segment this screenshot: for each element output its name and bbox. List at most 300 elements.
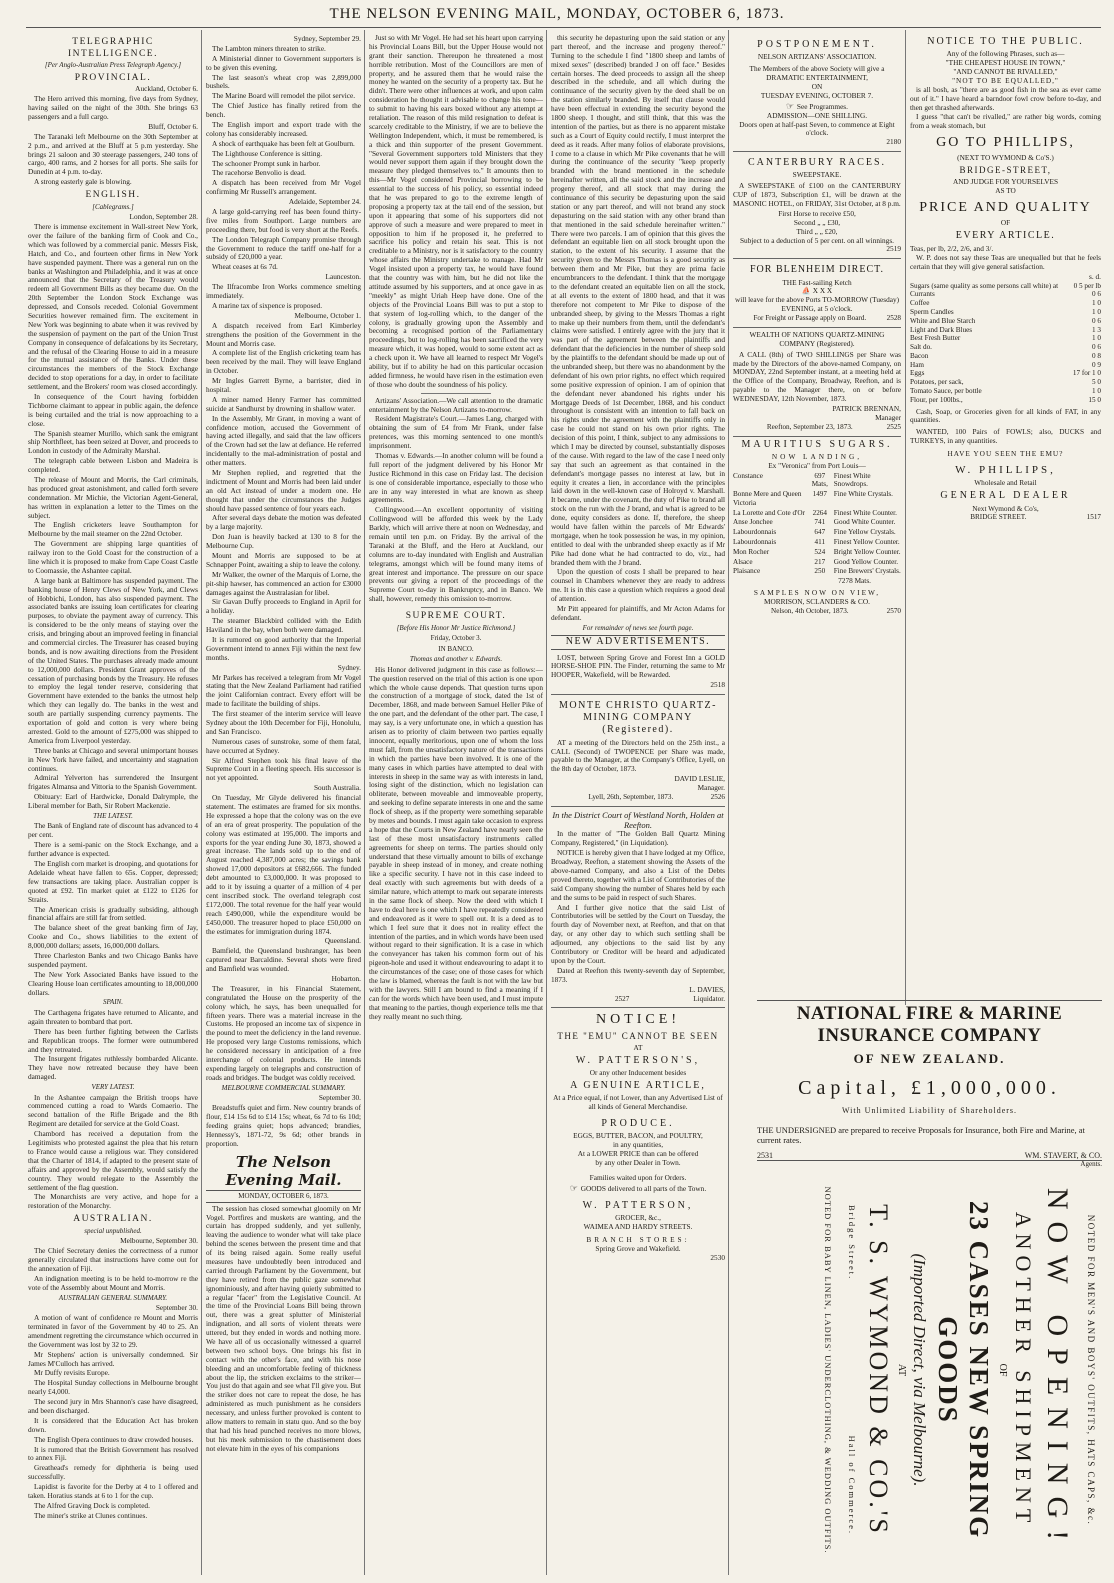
heading-commercial: MELBOURNE COMMERCIAL SUMMARY. [221, 1083, 346, 1092]
ad-number: 2570 [886, 606, 901, 615]
ad-line: AND JUDGE FOR YOURSELVES [952, 177, 1059, 187]
ad-footer [733, 607, 901, 616]
ad-signature: L. DAVIES, [689, 984, 725, 994]
editorial-date: MONDAY, OCTOBER 6, 1873. [206, 1190, 361, 1203]
paragraph: A large gold-carrying reef has been found thirty-five miles from Southport. Large numbers are proceeding there, but food is very short at the Reefs. [206, 207, 361, 234]
column-court-ads [551, 34, 725, 1576]
price-row [910, 369, 1101, 378]
ad-line: AT [633, 1043, 643, 1053]
paragraph: The first steamer of the interim service will leave Sydney about the 10th December for Fiji, Honolulu, and San Francisco. [206, 709, 361, 736]
ad-national-insurance [757, 1003, 1102, 1168]
paragraph: The second jury in Mrs Shannon's case have disagreed, and been discharged. [28, 1397, 198, 1415]
column-phillips [910, 34, 1101, 1004]
ad-number: 2528 [886, 314, 901, 323]
paragraph: Numerous cases of sunstroke, some of them fatal, have occurred at Sydney. [206, 736, 361, 755]
paragraph: On Tuesday, Mr Glyde delivered his financial statement. The estimates are framed for six months. He expressed a hope that the colony was on the eve of an era of great prosperity. The population of the colony was estimated at 195,000. The imports and exports for the year ending June 30, 1873, showed a great increase. The lands sold up to the end of August reached 4,387,000 acres; the savings bank showed 17,000 depositors at £682,666. The funded debt amounted to £3,000,000. It was proposed to add to it by issuing a quarter of a million of 4 per cent inscribed stock. The overland telegraph cost £172,000. The total revenue for the half year would reach £490,000, while the expenditure would be £450,000. The treasurer hoped to place £50,000 on the estimates for immigration during 1874. [206, 793, 361, 936]
price-row [910, 282, 1101, 291]
paragraph: Upon the question of costs I shall be prepared to hear counsel in Chambers whenever they are ready to address me. It is in this case a question which requires a good deal of attention. [551, 567, 725, 604]
heading-latest: THE LATEST. [93, 811, 133, 820]
newspaper-title: The Nelson Evening Mail. [225, 1152, 342, 1189]
ad-line: BRIDGE STREET. [970, 513, 1027, 522]
paragraph: The Taranaki left Melbourne on the 30th September at 2 p.m., and arrived at the Bluff at 5 p.m yesterday. She brings 21 saloon and 30 steerage passengers, 240 tons of cargo, 400 rams, and 2 horses for all ports. She sails for Dunedin at 4 p.m. to-day. [28, 131, 198, 177]
paragraph: There is immense excitement in Wall-street New York, over the failure of the banking firm of Cook and Co., which was followed by a commercial panic. Messrs Fisk, Hatch, and Co., and fourteen other firms in New York have suspended payment. There was a general run on the banks at Washington and Philadelphia, and it was at once announced that the Secretary of the Treasury would redeem all Government Bills as they became due. On the 20th September the London Stock Exchange was depressed, and Consols receded. Colonial Government Securities however remained firm. The excitement in New York was beginning to abate when it was revived by the suspension of payment on the part of the Union Trust Company in consequence of defalcations by its Secretary, and the refusal of the Clearing House to aid in a measure for the mutual assistance of the Banks. Under these circumstances the members of the Stock Exchange decided to stop operations for a day, in order to facilitate settlement, and the Brokers' room was closed accordingly. [28, 222, 198, 392]
sugar-qty: 697 Mats, [811, 471, 828, 489]
ad-line: OF [997, 1363, 1008, 1377]
sugar-brand: Anse Jonchee [733, 518, 773, 527]
price-value: 17 for 1 0 [1072, 369, 1101, 378]
sugar-qty: 250 [814, 567, 826, 576]
ad-line: Any of the following Phrases, such as— [946, 49, 1065, 59]
sugar-row [733, 509, 901, 518]
ad-line: THE Fast-sailing Ketch [782, 277, 852, 287]
paragraph: Mr Stephens' action is universally condemned. Sir James M'Culloch has arrived. [28, 1349, 198, 1368]
court-date: Friday, October 3. [430, 634, 482, 643]
dateline: London, September 28. [129, 212, 198, 222]
ad-monte-christo [551, 695, 725, 807]
ad-line: EGGS, BUTTER, BACON, and POULTRY, [573, 1131, 703, 1141]
ad-heading: In the District Court of Westland North, Holden at Reefton. [552, 809, 724, 831]
ad-line: SAMPLES NOW ON VIEW, [753, 588, 881, 598]
ad-heading: CANTERBURY RACES. [747, 157, 887, 169]
price-row [910, 396, 1101, 405]
ad-line: AS TO [995, 186, 1016, 196]
ad-capital: Capital, £1,000,000. [798, 1077, 1061, 1099]
sugar-row [733, 518, 901, 527]
price-row [910, 317, 1101, 326]
price-item: Eggs [910, 369, 925, 378]
column-divider [201, 30, 202, 1575]
ad-line: W. PHILLIPS, [955, 464, 1056, 477]
price-row [910, 299, 1101, 308]
ad-number: 2526 [710, 792, 725, 801]
ad-line: The Members of the above Society will give a DRAMATIC ENTERTAINMENT, [749, 64, 885, 82]
paragraph: Lapidist is favorite for the Derby at 4 to 1 offered and taken. Horatius stands at 6 to 1 for the cup. [28, 1482, 198, 1500]
ad-blenheim [733, 259, 901, 328]
price-item: Tomato Sauce, per bottle [910, 387, 982, 396]
price-row [910, 308, 1101, 317]
ad-footer [733, 423, 901, 432]
ad-line: Or any other Inducement besides [589, 1068, 687, 1078]
sugar-row [733, 490, 901, 508]
ad-number: 2180 [886, 137, 901, 147]
ad-line: Families waited upon for Orders. [589, 1173, 687, 1183]
paragraph: The Chief Secretary denies the correctness of a rumor generally circulated that instructions have come out for the annexation of Fiji. [28, 1246, 198, 1273]
sugar-qty: 647 [814, 528, 826, 537]
paragraph: After several days debate the motion was defeated by a large majority. [206, 513, 361, 532]
ad-text: is all bosh, as "there are as good fish in the sea as ever came out of it." I have heard a barndoor fowl crow before to-day, and then get thrashed afterwards. [910, 84, 1101, 112]
paragraph: this security he depasturing upon the said station or any part thereof, and the increase and progeny thereof." Turning to the schedule I find "1800 sheep and lambs of mixed sexes" (described) branded J on off face." Besides certain horses. The deed proceeds to assign all the sheep described in the schedule, and all which during the continuance of the security given by the deed shall be on the station similarly branded. By itself that clause would have been effectual in extending the security beyond the 1800 sheep. I thought, and still think, that this was the intention of the parties, but as there is no apparent mistake such as a Court of Equity could rectify, I must interpret the deed as it reads. After many folios of elaborate provisions, I come to a clause in which Mr Pike covenants that he will during the continuance of the security "keep properly branded with the brand mentioned in the schedule hereinafter written, all the said stock and the increase and progeny thereof, and all stock that may during the continuance of this security be depasturing upon the said station or any part thereof, and will not brand any stock depasturing on the said station with any other brand than that mentioned in the said schedule hereinafter written." There were two parcels. I am of opinion that this gives the defendant an equitable lien on all stock brought upon the station, to the extent of his security. I assume that the security given to the Messrs Thomas is a good security as between them and Mr Pike, but they are prima facie encumbrancers to the defendant. I think that the mortgage to the defendant created an equitable lien on all the stock, at all events to the extent of 1800 head, and that it was therefore not competent to Mr Pike to dispose of the unbranded sheep, by giving to the Messrs Thomas a right to make up their numbers from them, until the defendant's claims were satisfied. I entirely agree with the jury that it was part of the agreement between the plaintiffs and defendant that the deficiencies in the number of sheep sold by the plaintiffs to the defendant should be made up out of the unbranded sheep, but there was no abandonment by the defendant of his own prior rights, no effect which required some positive expression of opinion. I am of opinion that the defendant never abandoned his rights under his Mortgage Deeds of 1st December, 1868, and his conduct throughout is consistent with an intention to fall back on his rights under the agreement with the plaintiffs only in case he could not stand on his own prior rights. The decision of this point, I think, subject to any admissions to which I may be directed by counsel, substantially disposes of the cause. With regard to the law of the case I need only say that such an agreement as that contained in the defendant's mortgage passes no interest at law, but in equity it creates a lien, in accordance with the principles laid down in the well-known case of Holroyd v. Marshall. It became, under the covenant, the duty of Pike to brand all stock on the run with the J brand, and what is agreed to be done, equity considers as done. If, therefore, the sheep would have fallen within the parcels of Mr Edwards' mortgage, when he took possession he was, in my opinion, entitled to deal with the unbranded sheep exactly as if Mr Pike had done what he had contracted to do, viz., had branded them with the J brand. [551, 34, 725, 567]
ad-line: Next Wymond & Co's, [972, 503, 1039, 513]
paragraph: A large bank at Baltimore has suspended payment. The banking house of Henry Clews of New York, and Clews of Hobbichi, London, has also suspended payment. The associated banks are issuing loan certificates for clearing purposes, to obviate the payment away of currency. This is considered to be the only means of staying over the crisis, and bringing about an improved feeling in financial and commercial circles. The Treasurer has ceased buying bonds, and is now awaiting directions from the President of the United States. The purchases already made amount to 12,000,000 dollars. President Grant approves of the cessation of purchasing bonds by the Treasury. He refuses to employ the legal tender reserve, considering that Government have extended to the banks the utmost help which they can legally do. The banks in the west and south are partially suspending currency payments. The exportation of gold and cotton is very where being arrested. Gold to the amount of £275,000 was shipped to America from Liverpool yesterday. [28, 575, 198, 745]
paragraph: A marine tax of sixpence is proposed. [212, 300, 323, 310]
ad-liability: With Unlimited Liability of Shareholders. [841, 1106, 1018, 1115]
dateline: Auckland, October 6. [135, 84, 198, 94]
ad-subheading: OF NEW ZEALAND. [853, 1051, 1006, 1066]
ad-line: Third „ „ £20, [796, 226, 838, 236]
ad-divider [757, 1000, 1102, 1001]
price-row [910, 361, 1101, 370]
price-value: 1 0 [1092, 299, 1101, 308]
paragraph: The English import and export trade with the colony has considerably increased. [206, 120, 361, 138]
ad-line: ADMISSION—ONE SHILLING. [766, 110, 868, 120]
ad-line: Ex "Veronica" from Port Louis— [768, 460, 866, 470]
ad-footer [733, 314, 901, 323]
masthead: THE NELSON EVENING MAIL, MONDAY, OCTOBER 6, 1873. [329, 6, 785, 22]
paragraph: Three banks at Chicago and several unimportant houses in New York have failed, and uncertainty and stagnation continues. [28, 745, 198, 773]
paragraph: In consequence of the Court having forbidden Tichborne claimant to appear in public again, the defence is being curtailed and the trial is now approaching to a close. [28, 391, 198, 428]
ad-heading: NOTICE TO THE PUBLIC. [927, 36, 1084, 47]
paragraph: The Spanish steamer Murillo, which sank the emigrant ship Northfleet, has been seized at Dover, and proceeds to London in custody of the Admiralty Marshal. [28, 428, 198, 456]
sugar-qty: 2264 [812, 508, 827, 517]
dateline: Bluff, October 6. [148, 121, 198, 131]
paragraph: The last season's wheat crop was 2,899,000 bushels. [206, 72, 361, 91]
heading-provincial: PROVINCIAL. [74, 72, 152, 83]
ad-signature: PATRICK BRENNAN, [832, 404, 901, 414]
sugar-desc: Finest Yellow Counter. [833, 538, 900, 547]
sugar-row [733, 538, 901, 547]
ad-line: TUESDAY EVENING, OCTOBER 7. [760, 90, 874, 100]
ad-role: Manager. [697, 783, 725, 793]
paragraph: The Lighthouse Conference is sitting. [212, 148, 323, 158]
paragraph: Mount and Morris are supposed to be at Schnapper Point, awaiting a ship to leave the colony. [206, 550, 361, 569]
new-advertisements-banner: NEW ADVERTISEMENTS. [551, 635, 725, 649]
sugar-brand: Constance [733, 471, 763, 480]
paragraph: Collingwood.—An excellent opportunity of visiting Collingwood will be afforded this week by the Lady Barkly, which will arrive there at noon on Wednesday, and remain until ten p.m. on Friday. By the arrival of the Taranaki at the Bluff, and the Hero at Auckland, our columns are to-day inundated with English and Australian telegrams, amongst which will be found many items of great interest and importance. The pressure on our space prevents our giving a report of the proceedings of the Supreme Court to-day in Bankruptcy, and in Banco. We shall, however, remedy this omission to-morrow. [369, 505, 543, 604]
ad-line: W. PATTERSON'S, [575, 1055, 701, 1067]
court-banco: IN BANCO. [438, 644, 474, 653]
ad-line: (NEXT TO WYMOND & Co'S.) [957, 153, 1054, 163]
paragraph: It is rumored on good authority that the Imperial Government intend to annex Fiji within the next few months. [206, 635, 361, 662]
paragraph: Don Juan is heavily backed at 130 to 8 for the Melbourne Cup. [206, 532, 361, 551]
sugar-qty: 411 [814, 538, 826, 547]
ad-line [551, 1183, 725, 1194]
ad-line: by any other Dealer in Town. [595, 1158, 681, 1168]
ad-line: 23 CASES NEW SPRING GOODS [933, 1200, 994, 1540]
ad-date: Lyell, 26th, September, 1873. [588, 792, 674, 801]
paragraph: Mr Pitt appeared for plaintiffs, and Mr Acton Adams for defendant. [551, 604, 725, 622]
sugar-desc: Fine White Crystals. [833, 490, 893, 499]
heading-very-latest: VERY LATEST. [91, 1083, 135, 1092]
ad-line: HAVE YOU SEEN THE EMU? [947, 449, 1064, 459]
ad-text: Dated at Reefton this twenty-seventh day of September, 1873. [551, 965, 725, 984]
ad-footer [551, 793, 725, 802]
ad-line: NOTED FOR MEN'S AND BOYS' OUTFITS, HATS CAPS, &c. [1086, 1214, 1096, 1526]
sugar-brand: La Lorette and Cote d'Or [733, 508, 805, 517]
court-case: Thomas and another v. Edwards. [409, 655, 503, 664]
dateline: Melbourne, September 30. [120, 1236, 198, 1246]
price-row [910, 343, 1101, 352]
paragraph: Mr Walker, the owner of the Marquis of Lorne, the pit-ship hawser, has commenced an action for £3000 damages against the Australasian for libel. [206, 569, 361, 597]
dateline: Launceston. [325, 272, 361, 282]
paragraph: Resident Magistrate's Court.—James Lang, charged with obtaining the sum of £4 from Mr Frank, under false pretences, was this morning sentenced to one month's imprisonment. [369, 414, 543, 451]
paragraph: The racehorse Benvolio is dead. [212, 168, 306, 178]
price-value: 0 6 [1092, 290, 1101, 299]
ad-line: GO TO PHILLIPS, [936, 135, 1075, 151]
sugar-brand: Alsace [733, 557, 753, 566]
dateline: Adelaide, September 24. [288, 197, 361, 207]
ad-line: NOTED FOR BABY LINEN, LADIES' UNDERCLOTHING, & WEDDING OUTFITS. [823, 1186, 833, 1554]
ad-line: GENERAL DEALER [940, 490, 1071, 502]
sugar-desc: Fine Brewers' Crystals. [833, 567, 901, 576]
paragraph: The Treasurer, in his Financial Statement, congratulated the House on the prosperity of the colony which, he says, has been unequalled for fifteen years. There was a material increase in the Customs. He proposed an income tax of sixpence in the pound to meet the deficiency in the land revenue. He proposed very large Customs remissions, which he considered necessary in anticipation of a free interchange of colonial products. He intends expending largely on telegraphs and construction of roads and bridges. The budget was coldly received. [206, 983, 361, 1082]
paragraph: A complete list of the English cricketing team has been received by the mail. They will leave England in October. [206, 348, 361, 376]
ad-canterbury-races [733, 152, 901, 259]
sugar-desc: Finest White Counter. [833, 508, 897, 517]
sugar-desc: Finest White Snowdrops. [833, 471, 871, 489]
paragraph: A dispatch received from Earl Kimberley strengthens the position of the Government in the Mount and Morris case. [206, 320, 361, 348]
ad-line: in any quantities, [612, 1140, 664, 1150]
pointing-hand-icon: ☞ [569, 1182, 579, 1193]
ad-line: BRIDGE-STREET, [959, 165, 1052, 176]
paragraph: The steamer Blackbird collided with the Edith Haviland in the bay, when both were damaged. [206, 616, 361, 635]
sugar-desc: Good Yellow Counter. [833, 557, 899, 566]
price-item: Light and Dark Blues [910, 325, 973, 334]
ad-line: Wholesale and Retail [974, 478, 1037, 488]
ad-line: AT [896, 1363, 907, 1377]
section-subtitle: [Per Anglo-Australian Press Telegraph Agency.] [44, 61, 182, 70]
ad-footer [551, 995, 725, 1004]
ad-heading: MONTE CHRISTO QUARTZ-MINING COMPANY (Registered). [559, 700, 717, 736]
paragraph: The Insurgent frigates ruthlessly bombarded Alicante. They have now retreated because they have been damaged. [28, 1054, 198, 1082]
paragraph: The Hospital Sunday collections in Melbourne brought nearly £4,000. [28, 1378, 198, 1397]
paragraph: The telegraph cable between Lisbon and Madeira is completed. [28, 456, 198, 475]
ad-role: Liquidator. [693, 994, 725, 1003]
section-subtitle: [Before His Honor Mr Justice Richmond.] [396, 623, 516, 632]
price-item: Bacon [910, 351, 929, 360]
ad-line-text: X X X [812, 286, 833, 296]
paragraph: In the Ashantee campaign the British troops have commenced cutting a road to Wards Comaerio. The second battalion of the Rifle Brigade and the 8th Regiment are detailed for service at the Gold Coast. [28, 1092, 198, 1129]
paragraph: The balance sheet of the great banking firm of Jay, Cooke and Co., shows liabilities to the extent of 8,000,000 dollars; assets, 16,000,000 dollars. [28, 923, 198, 951]
price-row [910, 290, 1101, 299]
heading-general-summary: AUSTRALIAN GENERAL SUMMARY. [58, 1293, 168, 1302]
ad-number: 2527 [614, 994, 630, 1003]
dateline: Sydney, September 29. [293, 34, 361, 43]
paragraph: The Ilfracombe Iron Works commence smelting immediately. [206, 282, 361, 301]
paragraph: The Chief Justice has finally retired from the bench. [206, 101, 361, 120]
section-subtitle: special unpublished. [84, 1226, 142, 1235]
sugar-row [733, 548, 901, 557]
ad-line: "AND CANNOT BE RIVALLED," [953, 66, 1058, 76]
price-item: Ham [910, 360, 924, 369]
ad-wealth-of-nations [733, 328, 901, 437]
heading-spain: SPAIN. [103, 998, 123, 1007]
dateline: Queensland. [324, 936, 361, 946]
ad-text: LOST, between Spring Grove and Forest Inn a GOLD HORSE-SHOE PIN. The Finder, returning the same to Mr HOOPER, Wakefield, will be Rewarded. [551, 652, 725, 680]
ad-heading: FOR BLENHEIM DIRECT. [750, 264, 884, 276]
paragraph: A strong easterly gale is blowing. [34, 177, 132, 187]
paragraph: It is considered that the Education Act has broken down. [28, 1415, 198, 1434]
paragraph: An indignation meeting is to be held to-morrow re the vote of the Assembly about Mount and Morris. [28, 1273, 198, 1292]
paragraph: The Monarchists are very active, and hope for a restoration of the Monarchy. [28, 1192, 198, 1211]
paragraph: The English corn market is drooping, and quotations for Adelaide wheat have fallen to 65s. Copper, depressed; few transactions are taking place. Australian copper is quoted at £92. Tin market quiet at £122 to £126 for Straits. [28, 859, 198, 904]
ad-divider [757, 1160, 1102, 1161]
sugar-brand: Bonne Mere and Queen Victoria [733, 490, 802, 507]
section-title: TELEGRAPHIC INTELLIGENCE. [68, 37, 158, 59]
ad-line: Spring Grove and Wakefield. [595, 1243, 681, 1253]
price-value: 15 0 [1088, 395, 1101, 404]
paragraph: It is rumored that the British Government has resolved to annex Fiji. [28, 1444, 198, 1463]
column-telegraphic [28, 34, 198, 1576]
divider [421, 607, 491, 608]
dateline: Sydney. [337, 662, 361, 672]
ad-district-court [551, 807, 725, 1009]
sugar-brand: Plaisance [733, 567, 761, 576]
remainder-note: For remainder of news see fourth page. [582, 623, 694, 632]
paragraph: The Alfred Graving Dock is completed. [34, 1500, 150, 1510]
paragraph: The Marine Board will remodel the pilot service. [212, 91, 356, 101]
ad-text: AT a meeting of the Directors held on the 25th inst., a CALL (Second) of TWOPENCE per Share was made, payable to the Manager, at the Company's Office, Lyell, on the 8th day of October, 1873. [551, 737, 725, 774]
paragraph: A dispatch has been received from Mr Vogel confirming Mr Russell's arrangement. [206, 178, 361, 197]
price-value: 0 6 [1092, 316, 1101, 325]
ad-number: 2519 [886, 244, 901, 254]
paragraph: Greathead's remedy for diphtheria is being used successfully. [28, 1463, 198, 1482]
price-row [910, 378, 1101, 387]
sugar-qty: 524 [814, 547, 826, 556]
dateline: September 30. [155, 1303, 198, 1313]
ad-number: 2518 [710, 680, 725, 690]
price-value: 1 3 [1092, 325, 1101, 334]
paragraph: The American crisis is gradually subsiding, although financial affairs are still far from settled. [28, 904, 198, 923]
paragraph: Mr Ingles Garrett Byrne, a barrister, died in hospital. [206, 376, 361, 394]
paragraph: The Bank of England rate of discount has advanced to 4 per cent. [28, 821, 198, 840]
paragraph: The release of Mount and Morris, the Carl criminals, has produced great astonishment, and called forth severe condemnation. Mr Michie, the Victorian Agent-General, has written in explanation a letter to the Times on the subject. [28, 475, 198, 520]
ad-number: 2531 [757, 1151, 773, 1160]
sugar-desc: Good White Counter. [833, 518, 896, 527]
ad-line: First Horse to receive £50, [778, 208, 856, 218]
ad-number: 1517 [1086, 513, 1101, 522]
ad-line: NOW OPENING! [1041, 1187, 1074, 1553]
ad-line: A GENUINE ARTICLE, [570, 1080, 706, 1092]
ad-line: For Freight or Passage apply on Board. [753, 314, 867, 323]
ad-footer [910, 513, 1101, 522]
paragraph: There is a semi-panic on the Stock Exchange, and a further advance is expected. [28, 840, 198, 859]
sugar-row [733, 528, 901, 537]
paragraph: A miner named Henry Farmer has committed suicide at Sandhurst by drowning in shallow water. [206, 394, 361, 413]
price-value: 1 0 [1092, 307, 1101, 316]
price-value: 5 0 [1092, 378, 1101, 387]
price-item: White and Blue Starch [910, 316, 976, 325]
sugar-brand: Mon Rocher [733, 547, 770, 556]
ad-heading: NOTICE! [596, 1012, 680, 1028]
paragraph: The London Telegraph Company promise through the Government to reduce the tariff one-half for a subsidy of £20,000 a year. [206, 234, 361, 262]
paragraph: Three Charleston Banks and two Chicago Banks have suspended payment. [28, 950, 198, 969]
ad-line: (Imported Direct, via Melbourne). [910, 1253, 929, 1487]
paragraph: The schooner Prompt sunk in harbor. [212, 158, 321, 168]
column-editorial [369, 34, 543, 1576]
sugar-table [733, 472, 901, 577]
price-row [910, 326, 1101, 335]
price-list [910, 290, 1101, 404]
paragraph: In the Assembly, Mr Grant, in moving a want of confidence motion, accused the Government of having acted illegally, and said that the law officers of the Crown had set the law at defiance. He referred incidentally to the mal-administration of postal and other matters. [206, 413, 361, 468]
paragraph: The English cricketers leave Southampton for Melbourne by the mail steamer on the 22nd October. [28, 520, 198, 539]
ad-line: WAIMEA AND HARDY STREETS. [583, 1221, 693, 1231]
paragraph: Mr Parkes has received a telegram from Mr Vogel stating that the New Zealand Parliament had ratified the joint Californian contract. Every effort will be made to facilitate the building of ships. [206, 672, 361, 709]
paragraph: Wheat ceases at 6s 7d. [212, 262, 278, 272]
ad-line: EVERY ARTICLE. [955, 229, 1056, 241]
ad-line: At a LOWER PRICE than can be offered [577, 1149, 699, 1159]
paragraph: Artizans' Association.—We call attention to the dramatic entertainment by the Nelson Artizans to-morrow. [369, 395, 543, 414]
ad-line: SWEEPSTAKE. [792, 170, 842, 180]
sugar-qty: 741 [814, 518, 826, 527]
ad-heading: WEALTH OF NATIONS QUARTZ-MINING COMPANY (Registered). [749, 329, 885, 348]
ad-text: A CALL (8th) of TWO SHILLINGS per Share was made by the Directors of the above-named Company, on MONDAY, 22nd September instant, at a meeting held at the Office of the Company, Broadway, Reefton, and is payable to the Manager there, on or before WEDNESDAY, 12th November, 1873. [733, 349, 901, 404]
section-subtitle: [Cablegrams.] [92, 202, 134, 211]
ad-text: A SWEEPSTAKE of £100 on the CANTERBURY CUP of 1873, Subscription £1, will be drawn at the MASONIC HOTEL, on FRIDAY, 31st October, at 8 p.m. [733, 181, 901, 209]
paragraph: The Hero arrived this morning, five days from Sydney, having sailed on the night of the 30th. She brings 63 passengers and a full cargo. [28, 94, 198, 121]
paragraph: Chambord has received a deputation from the Legitimists who protested against the plea that his return to France would cause a religious war. They considered that the Charter of 1814, if adapted to the present state of affairs and approved by the Assembly, would satisfy the country. They would relegate to the Assembly the settlement of the flag question. [28, 1129, 198, 1192]
column-divider [546, 30, 547, 1575]
ad-line: OF [1000, 218, 1011, 227]
price-item: Sperm Candles [910, 307, 954, 316]
ad-line-right: Hall of Commerce. [847, 1435, 857, 1535]
price-value: 0 8 [1092, 351, 1101, 360]
price-value: 0 9 [1092, 360, 1101, 369]
column-news-2 [206, 34, 361, 1576]
column-divider [728, 30, 729, 1575]
ad-footer [757, 1151, 1102, 1160]
top-rule [26, 27, 1101, 28]
ad-text: THE UNDERSIGNED are prepared to receive Proposals for Insurance, both Fire and Marine, at current rates. [757, 1125, 1085, 1145]
ad-line-text: GOODS delivered to all parts of the Town. [580, 1183, 707, 1193]
ad-date: Reefton, September 23, 1873. [766, 422, 853, 431]
ad-line: T. S. WYMOND & CO.'S [864, 1204, 893, 1536]
ad-line: MORRISON, SCLANDERS & CO. [763, 596, 871, 606]
sugar-brand: Labourdonnais [733, 538, 777, 547]
ad-text: In the matter of "The Golden Ball Quartz Mining Company, Registered," (in Liquidation). [551, 829, 725, 848]
column-divider [364, 30, 365, 1575]
ad-line: Teas, per lb, 2/2, 2/6, and 3/. [910, 244, 994, 254]
column-divider [905, 30, 906, 1005]
paragraph: A shock of earthquake has been felt at Goulburn. [212, 138, 355, 148]
ad-lost-pin [551, 651, 725, 696]
price-value: 1 0 [1092, 387, 1101, 396]
price-item: Coffee [910, 299, 930, 308]
ad-text: WANTED, 100 Pairs of FOWLS; also, DUCKS and TURKEYS, in any quantities. [910, 427, 1101, 446]
heading-english: ENGLISH. [85, 190, 141, 201]
price-value: 0 5 per lb [1073, 281, 1101, 290]
dateline: Melbourne, October 1. [294, 310, 361, 320]
paragraph: Bamfield, the Queensland bushranger, has been captured near Barcaldine. Several shots were fired and Bamfield was wounded. [206, 946, 361, 974]
ad-role: Manager [875, 412, 901, 422]
ad-line: BRANCH STORES: [586, 1234, 690, 1244]
sugar-total: 7278 Mats. [838, 576, 871, 586]
ad-role: Agents. [1080, 1160, 1102, 1168]
paragraph: Sir Gavan Duffy proceeds to England in April for a holiday. [206, 597, 361, 616]
ad-signature: WM. STAVERT, & CO. [1024, 1151, 1102, 1160]
ad-line: "THE CHEAPEST HOUSE IN TOWN," [945, 58, 1066, 68]
ad-wymond [757, 1165, 1102, 1575]
ad-number: 2530 [710, 1252, 725, 1262]
sugar-qty: 217 [814, 557, 826, 566]
ad-text: Cash, Soap, or Groceries given for all kinds of FAT, in any quantities. [910, 406, 1101, 425]
ad-text: I guess "that can't be rivalled," are rather big words, coming from a weak stomach, but [910, 112, 1101, 131]
dateline: September 30. [318, 1093, 361, 1103]
paragraph: Breadstuffs quiet and firm. New country brands of flour, £14 15s 6d to £14 15s; wheat, 6s 7d to 6s 10d; feeding grains quiet; hops advanced; brandies, Hennessy's, 1871-72, 9s 6d; other brands in proportion. [206, 1103, 361, 1148]
paragraph: Obituary: Earl of Hardwicke, Donald Dalrymple, the Liberal member for Bath, Sir Robert Mackenzie. [28, 792, 198, 811]
ship-icon: ⛵ [801, 286, 811, 296]
sugar-row [733, 558, 901, 567]
sugar-desc: Fine Yellow Crystals. [833, 528, 896, 537]
ad-heading: MAURITIUS SUGARS. [741, 438, 893, 450]
price-item: Sugars (same quality as some persons call white) at [910, 281, 1059, 290]
ad-heading: POSTPONEMENT. [757, 39, 877, 50]
paragraph: Mr Stephen replied, and regretted that the indictment of Mount and Morris had been laid under an old Act instead of under a modern one. He thought that under the circumstances the Judges should have passed sentence of four years each. [206, 467, 361, 513]
ad-wymond-rotated [757, 1165, 1102, 1575]
heading-australian: AUSTRALIAN. [73, 1214, 153, 1225]
ad-postponement [733, 34, 901, 152]
price-header: s. d. [1089, 271, 1101, 281]
ad-line: will leave for the above Ports TO-MORROW (Tuesday) EVENING, at 5 o'clock. [734, 295, 900, 314]
